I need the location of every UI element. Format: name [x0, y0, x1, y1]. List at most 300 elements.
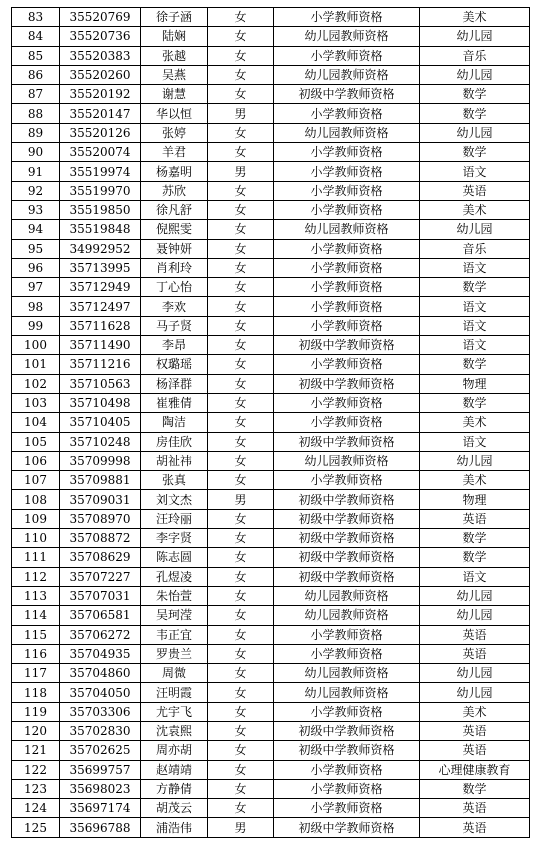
table-row — [12, 297, 530, 316]
subject-cell: 音乐 — [420, 239, 530, 258]
id-number-cell: 35520260 — [60, 65, 141, 84]
serial-number-cell: 109 — [12, 509, 60, 528]
certificate-type-cell: 小学教师资格 — [274, 413, 420, 432]
id-number-cell: 35711490 — [60, 336, 141, 355]
subject-cell: 幼儿园 — [420, 586, 530, 605]
certificate-type-cell: 初级中学教师资格 — [274, 741, 420, 760]
serial-number-cell: 89 — [12, 123, 60, 142]
subject-cell: 语文 — [420, 162, 530, 181]
table-row — [12, 432, 530, 451]
subject-cell: 数学 — [420, 143, 530, 162]
gender-cell: 女 — [208, 336, 274, 355]
id-number-cell: 35707227 — [60, 567, 141, 586]
gender-cell: 女 — [208, 200, 274, 219]
certificate-type-cell: 小学教师资格 — [274, 200, 420, 219]
id-number-cell: 35706272 — [60, 625, 141, 644]
name-cell: 房佳欣 — [141, 432, 208, 451]
table-row — [12, 143, 530, 162]
serial-number-cell: 108 — [12, 490, 60, 509]
certificate-type-cell: 小学教师资格 — [274, 779, 420, 798]
name-cell: 丁心怡 — [141, 278, 208, 297]
id-number-cell: 35709998 — [60, 451, 141, 470]
gender-cell: 女 — [208, 625, 274, 644]
name-cell: 李昂 — [141, 336, 208, 355]
id-number-cell: 34992952 — [60, 239, 141, 258]
certificate-type-cell: 初级中学教师资格 — [274, 85, 420, 104]
gender-cell: 女 — [208, 644, 274, 663]
gender-cell: 男 — [208, 818, 274, 837]
name-cell: 陆娴 — [141, 27, 208, 46]
roster-table — [11, 7, 530, 838]
certificate-type-cell: 小学教师资格 — [274, 278, 420, 297]
certificate-type-cell: 小学教师资格 — [274, 644, 420, 663]
serial-number-cell: 87 — [12, 85, 60, 104]
certificate-type-cell: 小学教师资格 — [274, 393, 420, 412]
serial-number-cell: 111 — [12, 548, 60, 567]
id-number-cell: 35703306 — [60, 702, 141, 721]
serial-number-cell: 99 — [12, 316, 60, 335]
gender-cell: 女 — [208, 297, 274, 316]
name-cell: 韦正宜 — [141, 625, 208, 644]
serial-number-cell: 124 — [12, 799, 60, 818]
subject-cell: 美术 — [420, 413, 530, 432]
certificate-type-cell: 幼儿园教师资格 — [274, 27, 420, 46]
name-cell: 汪明霞 — [141, 683, 208, 702]
id-number-cell: 35520192 — [60, 85, 141, 104]
name-cell: 华以恒 — [141, 104, 208, 123]
certificate-type-cell: 幼儿园教师资格 — [274, 65, 420, 84]
serial-number-cell: 105 — [12, 432, 60, 451]
certificate-type-cell: 小学教师资格 — [274, 625, 420, 644]
subject-cell: 数学 — [420, 355, 530, 374]
subject-cell: 数学 — [420, 104, 530, 123]
subject-cell: 幼儿园 — [420, 606, 530, 625]
subject-cell: 幼儿园 — [420, 451, 530, 470]
name-cell: 崔雅倩 — [141, 393, 208, 412]
name-cell: 方静倩 — [141, 779, 208, 798]
certificate-type-cell: 小学教师资格 — [274, 181, 420, 200]
gender-cell: 女 — [208, 374, 274, 393]
certificate-type-cell: 幼儿园教师资格 — [274, 123, 420, 142]
id-number-cell: 35709031 — [60, 490, 141, 509]
serial-number-cell: 118 — [12, 683, 60, 702]
name-cell: 倪熙雯 — [141, 220, 208, 239]
table-row — [12, 123, 530, 142]
name-cell: 胡祉祎 — [141, 451, 208, 470]
id-number-cell: 35702625 — [60, 741, 141, 760]
table-row — [12, 490, 530, 509]
subject-cell: 数学 — [420, 779, 530, 798]
gender-cell: 女 — [208, 683, 274, 702]
gender-cell: 女 — [208, 46, 274, 65]
certificate-type-cell: 初级中学教师资格 — [274, 548, 420, 567]
gender-cell: 女 — [208, 413, 274, 432]
id-number-cell: 35697174 — [60, 799, 141, 818]
table-row — [12, 104, 530, 123]
subject-cell: 英语 — [420, 509, 530, 528]
table-row — [12, 760, 530, 779]
table-row — [12, 567, 530, 586]
table-row — [12, 799, 530, 818]
name-cell: 李欢 — [141, 297, 208, 316]
certificate-type-cell: 初级中学教师资格 — [274, 818, 420, 837]
name-cell: 杨泽群 — [141, 374, 208, 393]
serial-number-cell: 114 — [12, 606, 60, 625]
subject-cell: 英语 — [420, 644, 530, 663]
gender-cell: 女 — [208, 220, 274, 239]
gender-cell: 女 — [208, 702, 274, 721]
gender-cell: 女 — [208, 760, 274, 779]
name-cell: 汪玲丽 — [141, 509, 208, 528]
certificate-type-cell: 小学教师资格 — [274, 471, 420, 490]
id-number-cell: 35712497 — [60, 297, 141, 316]
gender-cell: 女 — [208, 586, 274, 605]
certificate-type-cell: 小学教师资格 — [274, 143, 420, 162]
certificate-type-cell: 小学教师资格 — [274, 355, 420, 374]
name-cell: 尤宇飞 — [141, 702, 208, 721]
table-row — [12, 818, 530, 837]
id-number-cell: 35708872 — [60, 529, 141, 548]
id-number-cell: 35699757 — [60, 760, 141, 779]
serial-number-cell: 123 — [12, 779, 60, 798]
serial-number-cell: 113 — [12, 586, 60, 605]
certificate-type-cell: 初级中学教师资格 — [274, 509, 420, 528]
name-cell: 吴珂滢 — [141, 606, 208, 625]
name-cell: 孔煜凌 — [141, 567, 208, 586]
table-row — [12, 606, 530, 625]
name-cell: 浦浩伟 — [141, 818, 208, 837]
table-row — [12, 702, 530, 721]
name-cell: 徐凡舒 — [141, 200, 208, 219]
serial-number-cell: 112 — [12, 567, 60, 586]
subject-cell: 英语 — [420, 818, 530, 837]
name-cell: 张婷 — [141, 123, 208, 142]
subject-cell: 幼儿园 — [420, 683, 530, 702]
gender-cell: 女 — [208, 779, 274, 798]
gender-cell: 女 — [208, 567, 274, 586]
serial-number-cell: 92 — [12, 181, 60, 200]
subject-cell: 音乐 — [420, 46, 530, 65]
gender-cell: 女 — [208, 471, 274, 490]
subject-cell: 语文 — [420, 297, 530, 316]
gender-cell: 男 — [208, 162, 274, 181]
subject-cell: 美术 — [420, 200, 530, 219]
table-row — [12, 316, 530, 335]
certificate-type-cell: 初级中学教师资格 — [274, 374, 420, 393]
certificate-type-cell: 幼儿园教师资格 — [274, 664, 420, 683]
id-number-cell: 35706581 — [60, 606, 141, 625]
name-cell: 罗贵兰 — [141, 644, 208, 663]
gender-cell: 女 — [208, 432, 274, 451]
certificate-type-cell: 初级中学教师资格 — [274, 432, 420, 451]
certificate-type-cell: 小学教师资格 — [274, 258, 420, 277]
name-cell: 权璐瑶 — [141, 355, 208, 374]
name-cell: 谢慧 — [141, 85, 208, 104]
name-cell: 张真 — [141, 471, 208, 490]
certificate-type-cell: 小学教师资格 — [274, 162, 420, 181]
gender-cell: 女 — [208, 316, 274, 335]
name-cell: 陈志圆 — [141, 548, 208, 567]
certificate-type-cell: 小学教师资格 — [274, 239, 420, 258]
name-cell: 李字贤 — [141, 529, 208, 548]
subject-cell: 幼儿园 — [420, 65, 530, 84]
gender-cell: 女 — [208, 278, 274, 297]
subject-cell: 数学 — [420, 85, 530, 104]
serial-number-cell: 90 — [12, 143, 60, 162]
table-row — [12, 181, 530, 200]
name-cell: 聂钟妍 — [141, 239, 208, 258]
serial-number-cell: 107 — [12, 471, 60, 490]
id-number-cell: 35520769 — [60, 8, 141, 27]
id-number-cell: 35709881 — [60, 471, 141, 490]
table-row — [12, 721, 530, 740]
id-number-cell: 35519850 — [60, 200, 141, 219]
table-row — [12, 413, 530, 432]
subject-cell: 美术 — [420, 471, 530, 490]
certificate-type-cell: 初级中学教师资格 — [274, 567, 420, 586]
gender-cell: 女 — [208, 451, 274, 470]
name-cell: 吴燕 — [141, 65, 208, 84]
serial-number-cell: 121 — [12, 741, 60, 760]
table-row — [12, 529, 530, 548]
subject-cell: 语文 — [420, 336, 530, 355]
name-cell: 陶洁 — [141, 413, 208, 432]
table-row — [12, 625, 530, 644]
id-number-cell: 35712949 — [60, 278, 141, 297]
gender-cell: 女 — [208, 799, 274, 818]
subject-cell: 英语 — [420, 181, 530, 200]
table-row — [12, 239, 530, 258]
serial-number-cell: 86 — [12, 65, 60, 84]
serial-number-cell: 84 — [12, 27, 60, 46]
serial-number-cell: 102 — [12, 374, 60, 393]
certificate-type-cell: 小学教师资格 — [274, 104, 420, 123]
id-number-cell: 35520126 — [60, 123, 141, 142]
serial-number-cell: 83 — [12, 8, 60, 27]
table-row — [12, 85, 530, 104]
serial-number-cell: 125 — [12, 818, 60, 837]
certificate-type-cell: 幼儿园教师资格 — [274, 586, 420, 605]
table-row — [12, 741, 530, 760]
id-number-cell: 35519848 — [60, 220, 141, 239]
certificate-type-cell: 初级中学教师资格 — [274, 529, 420, 548]
table-row — [12, 8, 530, 27]
serial-number-cell: 91 — [12, 162, 60, 181]
gender-cell: 女 — [208, 741, 274, 760]
name-cell: 杨嘉明 — [141, 162, 208, 181]
table-row — [12, 162, 530, 181]
certificate-type-cell: 小学教师资格 — [274, 8, 420, 27]
certificate-type-cell: 小学教师资格 — [274, 702, 420, 721]
table-row — [12, 374, 530, 393]
id-number-cell: 35710563 — [60, 374, 141, 393]
subject-cell: 语文 — [420, 567, 530, 586]
id-number-cell: 35698023 — [60, 779, 141, 798]
table-row — [12, 644, 530, 663]
table-row — [12, 471, 530, 490]
subject-cell: 数学 — [420, 529, 530, 548]
gender-cell: 女 — [208, 606, 274, 625]
serial-number-cell: 93 — [12, 200, 60, 219]
serial-number-cell: 98 — [12, 297, 60, 316]
name-cell: 周微 — [141, 664, 208, 683]
id-number-cell: 35710405 — [60, 413, 141, 432]
serial-number-cell: 94 — [12, 220, 60, 239]
subject-cell: 数学 — [420, 278, 530, 297]
serial-number-cell: 122 — [12, 760, 60, 779]
name-cell: 肖利玲 — [141, 258, 208, 277]
name-cell: 羊君 — [141, 143, 208, 162]
serial-number-cell: 101 — [12, 355, 60, 374]
table-row — [12, 779, 530, 798]
gender-cell: 女 — [208, 393, 274, 412]
subject-cell: 幼儿园 — [420, 27, 530, 46]
serial-number-cell: 104 — [12, 413, 60, 432]
name-cell: 徐子涵 — [141, 8, 208, 27]
table-row — [12, 65, 530, 84]
certificate-type-cell: 初级中学教师资格 — [274, 490, 420, 509]
table-row — [12, 258, 530, 277]
subject-cell: 语文 — [420, 316, 530, 335]
id-number-cell: 35710248 — [60, 432, 141, 451]
gender-cell: 女 — [208, 664, 274, 683]
name-cell: 赵靖靖 — [141, 760, 208, 779]
id-number-cell: 35520074 — [60, 143, 141, 162]
gender-cell: 女 — [208, 355, 274, 374]
subject-cell: 美术 — [420, 8, 530, 27]
name-cell: 张越 — [141, 46, 208, 65]
gender-cell: 男 — [208, 104, 274, 123]
serial-number-cell: 96 — [12, 258, 60, 277]
serial-number-cell: 110 — [12, 529, 60, 548]
gender-cell: 女 — [208, 181, 274, 200]
subject-cell: 语文 — [420, 432, 530, 451]
serial-number-cell: 117 — [12, 664, 60, 683]
name-cell: 刘文杰 — [141, 490, 208, 509]
certificate-type-cell: 初级中学教师资格 — [274, 721, 420, 740]
serial-number-cell: 115 — [12, 625, 60, 644]
gender-cell: 女 — [208, 27, 274, 46]
subject-cell: 幼儿园 — [420, 220, 530, 239]
certificate-type-cell: 小学教师资格 — [274, 316, 420, 335]
subject-cell: 物理 — [420, 490, 530, 509]
subject-cell: 数学 — [420, 393, 530, 412]
name-cell: 沈袁熙 — [141, 721, 208, 740]
id-number-cell: 35711628 — [60, 316, 141, 335]
table-row — [12, 683, 530, 702]
roster-body — [12, 8, 530, 838]
gender-cell: 女 — [208, 123, 274, 142]
certificate-type-cell: 幼儿园教师资格 — [274, 683, 420, 702]
certificate-type-cell: 幼儿园教师资格 — [274, 220, 420, 239]
id-number-cell: 35710498 — [60, 393, 141, 412]
subject-cell: 物理 — [420, 374, 530, 393]
gender-cell: 女 — [208, 509, 274, 528]
table-row — [12, 393, 530, 412]
subject-cell: 心理健康教育 — [420, 760, 530, 779]
gender-cell: 女 — [208, 65, 274, 84]
serial-number-cell: 120 — [12, 721, 60, 740]
serial-number-cell: 85 — [12, 46, 60, 65]
serial-number-cell: 103 — [12, 393, 60, 412]
table-row — [12, 586, 530, 605]
name-cell: 胡茂云 — [141, 799, 208, 818]
name-cell: 马子贤 — [141, 316, 208, 335]
id-number-cell: 35711216 — [60, 355, 141, 374]
certificate-type-cell: 小学教师资格 — [274, 799, 420, 818]
subject-cell: 幼儿园 — [420, 664, 530, 683]
table-row — [12, 27, 530, 46]
id-number-cell: 35520383 — [60, 46, 141, 65]
gender-cell: 女 — [208, 529, 274, 548]
id-number-cell: 35708970 — [60, 509, 141, 528]
id-number-cell: 35520147 — [60, 104, 141, 123]
id-number-cell: 35519974 — [60, 162, 141, 181]
table-row — [12, 336, 530, 355]
certificate-type-cell: 小学教师资格 — [274, 46, 420, 65]
subject-cell: 英语 — [420, 625, 530, 644]
subject-cell: 幼儿园 — [420, 123, 530, 142]
table-row — [12, 355, 530, 374]
table-row — [12, 46, 530, 65]
table-row — [12, 509, 530, 528]
table-row — [12, 451, 530, 470]
gender-cell: 女 — [208, 721, 274, 740]
id-number-cell: 35704050 — [60, 683, 141, 702]
serial-number-cell: 106 — [12, 451, 60, 470]
table-row — [12, 548, 530, 567]
certificate-type-cell: 小学教师资格 — [274, 297, 420, 316]
subject-cell: 英语 — [420, 721, 530, 740]
certificate-type-cell: 初级中学教师资格 — [274, 336, 420, 355]
serial-number-cell: 88 — [12, 104, 60, 123]
table-row — [12, 664, 530, 683]
id-number-cell: 35519970 — [60, 181, 141, 200]
certificate-type-cell: 幼儿园教师资格 — [274, 451, 420, 470]
gender-cell: 女 — [208, 8, 274, 27]
id-number-cell: 35520736 — [60, 27, 141, 46]
gender-cell: 女 — [208, 258, 274, 277]
certificate-type-cell: 小学教师资格 — [274, 760, 420, 779]
subject-cell: 美术 — [420, 702, 530, 721]
table-row — [12, 278, 530, 297]
serial-number-cell: 97 — [12, 278, 60, 297]
serial-number-cell: 100 — [12, 336, 60, 355]
gender-cell: 男 — [208, 490, 274, 509]
id-number-cell: 35708629 — [60, 548, 141, 567]
certificate-type-cell: 幼儿园教师资格 — [274, 606, 420, 625]
gender-cell: 女 — [208, 143, 274, 162]
id-number-cell: 35704860 — [60, 664, 141, 683]
subject-cell: 英语 — [420, 799, 530, 818]
table-row — [12, 220, 530, 239]
subject-cell: 数学 — [420, 548, 530, 567]
id-number-cell: 35713995 — [60, 258, 141, 277]
id-number-cell: 35707031 — [60, 586, 141, 605]
gender-cell: 女 — [208, 548, 274, 567]
gender-cell: 女 — [208, 239, 274, 258]
subject-cell: 英语 — [420, 741, 530, 760]
serial-number-cell: 119 — [12, 702, 60, 721]
id-number-cell: 35696788 — [60, 818, 141, 837]
name-cell: 苏欣 — [141, 181, 208, 200]
name-cell: 朱怡萱 — [141, 586, 208, 605]
name-cell: 周亦胡 — [141, 741, 208, 760]
id-number-cell: 35702830 — [60, 721, 141, 740]
serial-number-cell: 116 — [12, 644, 60, 663]
serial-number-cell: 95 — [12, 239, 60, 258]
subject-cell: 语文 — [420, 258, 530, 277]
